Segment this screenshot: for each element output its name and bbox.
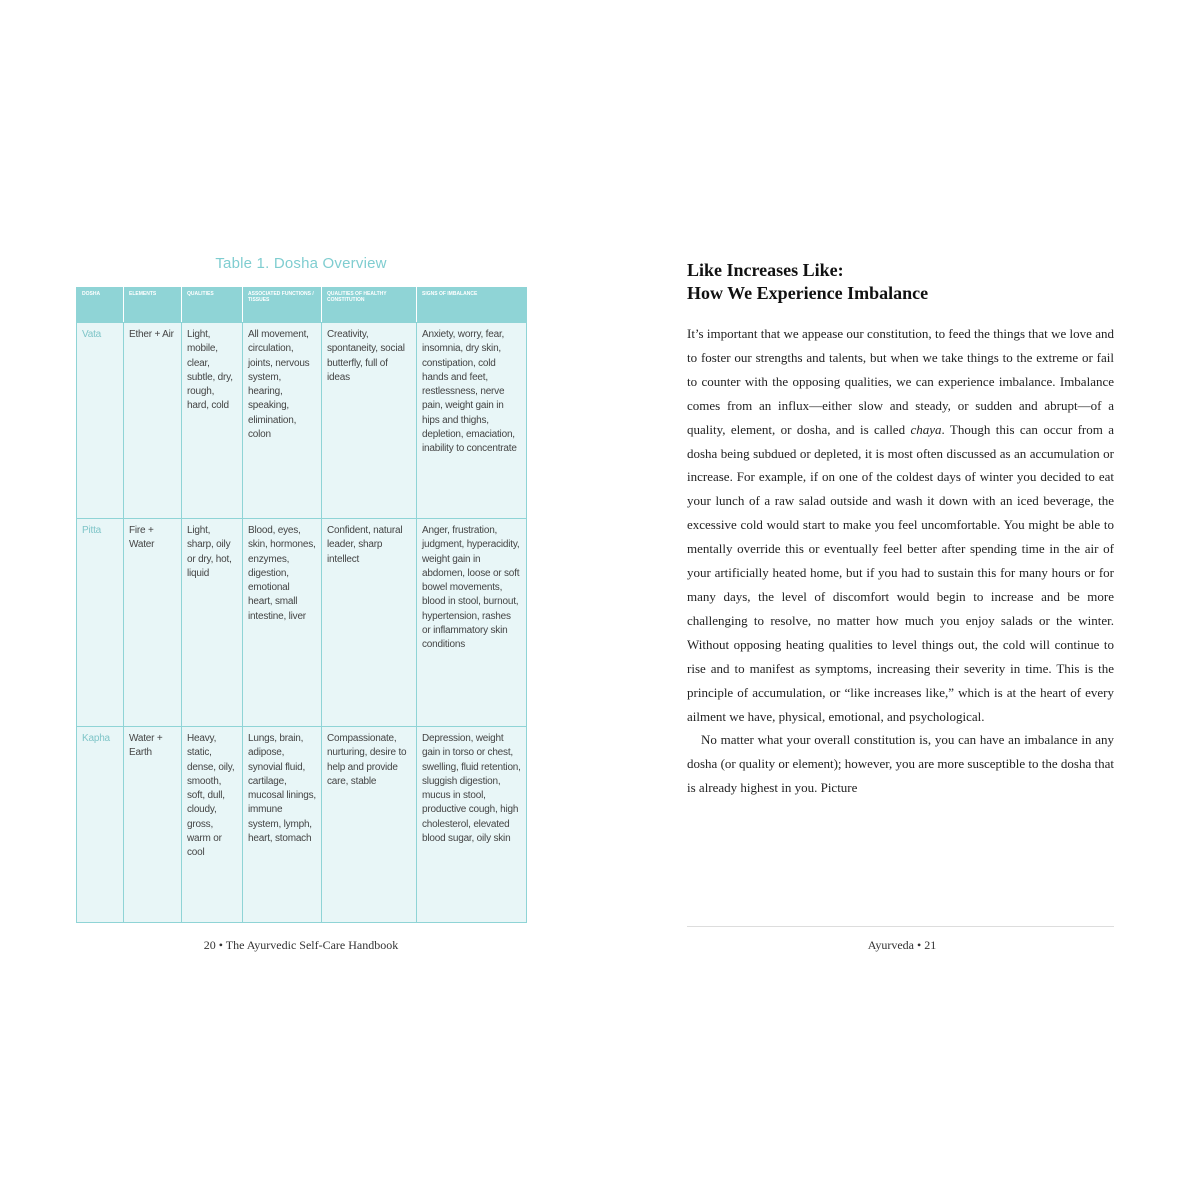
cell-functions: Lungs, brain, adipose, synovial fluid, cartilage, mucosal linings, immune system, lymph, heart, stomach (243, 727, 322, 923)
heading-line-2: How We Experience Imbalance (687, 283, 929, 303)
cell-functions: All movement, circulation, joints, nervous system, hearing, speaking, elimination, colon (243, 323, 322, 519)
body-text (687, 322, 1114, 800)
cell-qualities: Heavy, static, dense, oily, smooth, soft, dull, cloudy, gross, warm or cool (182, 727, 243, 923)
header-qualities: QUALITIES (182, 288, 243, 323)
table-header-row (77, 288, 527, 323)
cell-dosha: Kapha (77, 727, 124, 923)
cell-healthy: Confident, natural leader, sharp intellect (322, 519, 417, 727)
cell-imbalance: Anger, frustration, judgment, hyperacidity, weight gain in abdomen, loose or soft bowel movements, blood in stool, burnout, hypertension, rashes or inflammatory skin conditions (417, 519, 527, 727)
cell-imbalance: Anxiety, worry, fear, insomnia, dry skin, constipation, cold hands and feet, restlessness, nerve pain, weight gain in hips and thighs, depletion, emaciation, inability to concentrate (417, 323, 527, 519)
cell-qualities: Light, mobile, clear, subtle, dry, rough, hard, cold (182, 323, 243, 519)
cell-dosha: Vata (77, 323, 124, 519)
section-heading (687, 259, 1117, 305)
cell-elements: Fire + Water (124, 519, 182, 727)
paragraph-1-italic-term: chaya (910, 421, 942, 437)
left-page-footer: 20 • The Ayurvedic Self-Care Handbook (203, 938, 399, 952)
footer-divider (687, 926, 1114, 927)
header-dosha: DOSHA (77, 288, 124, 323)
header-functions: ASSOCIATED FUNCTIONS / TISSUES (243, 288, 322, 323)
cell-elements: Water + Earth (124, 727, 182, 923)
table-row-vata (77, 323, 527, 519)
paragraph-1-part-2: . Though this can occur from a dosha being subdued or depleted, it is most often discussed as an accumulation or increase. For example, if on one of the coldest days of winter you decided to eat your lunch of a raw salad outside and wash it down with an iced beverage, the excessive cold would start to make you feel uncomfortable. You might be able to mentally override this or eventually feel better after spending time in the air of your artificially heated home, but if you had to sustain this for many hours or for many days, the level of discomfort would begin to increase and be more challenging to resolve, no matter how much you enjoy salads or the winter. Without opposing heating qualities to level things out, the cold will continue to rise and to manifest as symptoms, increasing their severity in time. This is the principle of accumulation, or “like increases like,” which is at the heart of every ailment we have, physical, emotional, and psychological. (687, 421, 1114, 724)
cell-healthy: Compassionate, nurturing, desire to help and provide care, stable (322, 727, 417, 923)
paragraph-2: No matter what your overall constitution is, you can have an imbalance in any dosha (or quality or element); however, you are more susceptible to the dosha that is already highest in you. Picture (687, 732, 1114, 796)
right-page-footer: Ayurveda • 21 (867, 938, 937, 952)
cell-elements: Ether + Air (124, 323, 182, 519)
heading-line-1: Like Increases Like: (687, 260, 844, 280)
cell-dosha: Pitta (77, 519, 124, 727)
cell-functions: Blood, eyes, skin, hormones, enzymes, digestion, emotional heart, small intestine, liver (243, 519, 322, 727)
paragraph-1-part-1: It’s important that we appease our constitution, to feed the things that we love and to foster our strengths and talents, but when we take things to the extreme or fail to counter with the opposing qualities, we can experience imbalance. Imbalance comes from an influx—either slow and steady, or sudden and abrupt—of a quality, element, or dosha, and is called (687, 326, 1114, 437)
paragraph-1 (687, 322, 1114, 728)
table-row-pitta (77, 519, 527, 727)
header-imbalance: SIGNS OF IMBALANCE (417, 288, 527, 323)
header-elements: ELEMENTS (124, 288, 182, 323)
cell-imbalance: Depression, weight gain in torso or chest, swelling, fluid retention, sluggish digestion, mucus in stool, productive cough, high cholesterol, elevated blood sugar, oily skin (417, 727, 527, 923)
dosha-overview-table (76, 287, 527, 923)
cell-qualities: Light, sharp, oily or dry, hot, liquid (182, 519, 243, 727)
table-row-kapha (77, 727, 527, 923)
header-healthy: QUALITIES OF HEALTHY CONSTITUTION (322, 288, 417, 323)
cell-healthy: Creativity, spontaneity, social butterfly, full of ideas (322, 323, 417, 519)
table-title: Table 1. Dosha Overview (215, 255, 387, 272)
